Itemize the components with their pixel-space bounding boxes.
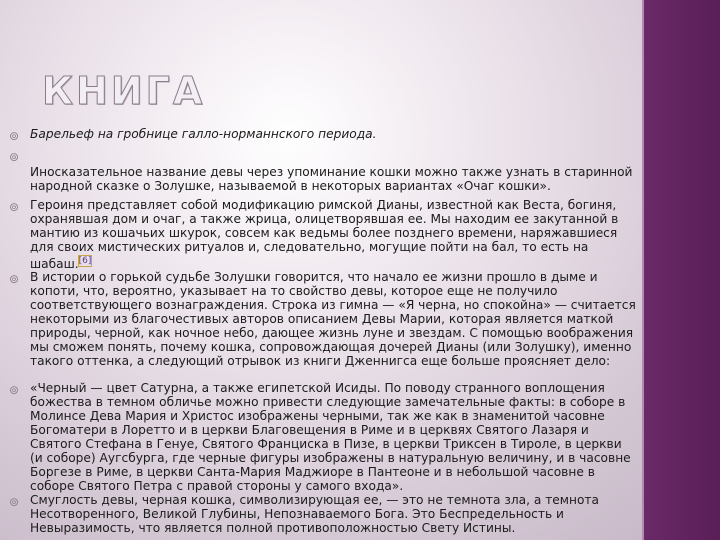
circle-bullet-icon: ⊚ [8, 383, 20, 397]
decorative-side-band [642, 0, 720, 540]
circle-bullet-icon: ⊚ [8, 150, 20, 164]
bullet-text-1: Барельеф на гробнице галло-норманнского периода. [30, 127, 377, 141]
bullet-text-4 [30, 198, 636, 271]
bullet-text-3: Иносказательное название девы через упоминание кошки можно также узнать в старинной народной сказке о Золушке, называемой в некоторых вариантах «Очаг кошки». [30, 165, 633, 193]
circle-bullet-icon: ⊚ [8, 200, 20, 214]
bullet-text-5: В истории о горькой судьбе Золушки говорится, что начало ее жизни прошло в дыме и копоти, что, вероятно, указывает на то свойство девы, которое еще не получило соответствующего вознаграждения. Строка из гимна — «Я черна, но спокойна» — считается некоторыми из благочестивых авторов описанием Девы Марии, которая является маткой природы, черной, как ночное небо, дающее жизнь луне и звездам. С помощью воображения мы сможем понять, почему кошка, сопровождающая дочерей Дианы (или Золушку), именно такого оттенка, а следующий отрывок из книги Дженнигса еще больше проясняет дело: [30, 270, 636, 368]
bullet-text-4-body: Героиня представляет собой модификацию римской Дианы, известной как Веста, богиня, охранявшая дом и очаг, а также жрица, олицетворявшая ее. Мы находим ее закутанной в мантию из кошачьих шкурок, совсем как ведьмы более позднего времени, наряжавшиеся для своих мистических ритуалов и, следовательно, могущие пойти на бал, то есть на шабаш. [30, 198, 619, 272]
circle-bullet-icon: ⊚ [8, 495, 20, 509]
bullet-text-7: Смуглость девы, черная кошка, символизирующая ее, — это не темнота зла, а темнота Несотворенного, Великой Глубины, Непознаваемого Бога. Это Беспредельность и Невыразимость, что является полной противоположностью Свету Истины. [30, 493, 599, 535]
footnote-ref-link[interactable]: [6] [78, 256, 92, 266]
bullet-text-6: «Черный — цвет Сатурна, а также египетской Исиды. По поводу странного воплощения божества в темном обличье можно привести следующие замечательные факты: в соборе в Молинсе Дева Мария и Христос изображены черными, так же как в знаменитой часовне Богоматери в Лоретто и в церкви Благовещения в Риме и в церквях Святого Лазаря и Святого Стефана в Генуе, Святого Франциска в Пизе, в церкви Трикcен в Тироле, в церкви (и соборе) Аугсбурга, где черные фигуры изображены в натуральную величину, и в часовне Боргезе в Риме, в церкви Санта-Мария Маджиоре в Пантеоне и в небольшой часовне в соборе Святого Петра с правой стороны у самого входа». [30, 381, 631, 493]
circle-bullet-icon: ⊚ [8, 272, 20, 286]
slide-title: КНИГА [42, 69, 206, 113]
circle-bullet-icon: ⊚ [8, 129, 20, 143]
